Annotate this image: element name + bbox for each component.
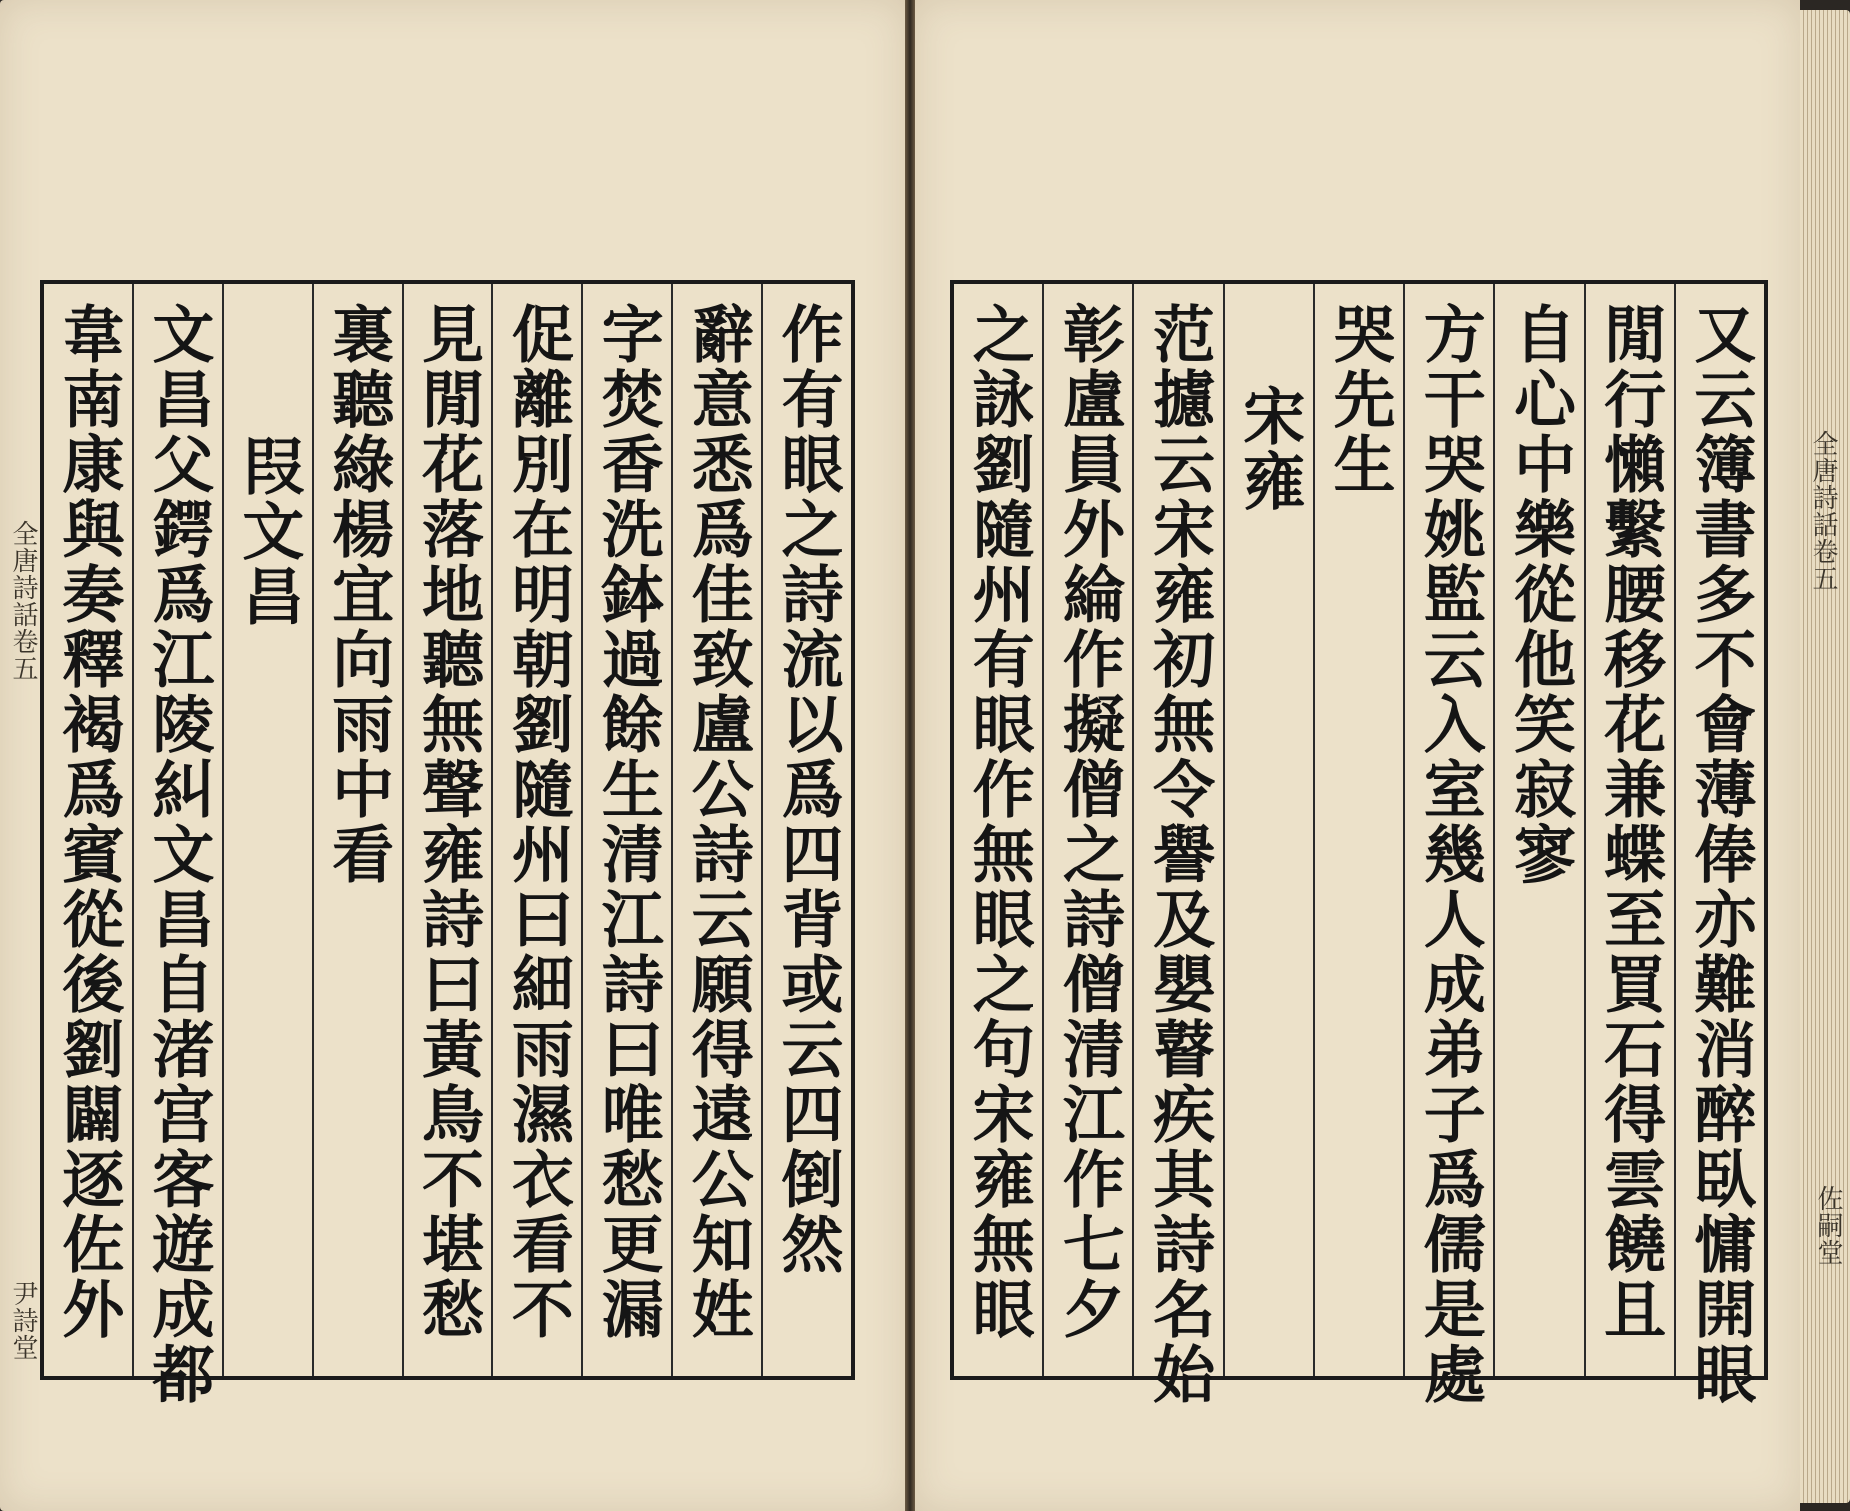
text-column <box>1223 284 1313 1376</box>
column-text: 作有眼之詩流以爲四背或云四倒然 <box>771 302 845 1277</box>
text-column <box>1313 284 1403 1376</box>
right-spine-foot: 佐嗣堂 <box>1813 1185 1843 1266</box>
right-page <box>915 0 1800 1511</box>
column-text: 又云簿書多不會薄俸亦難消醉臥慵開眼 <box>1683 302 1757 1407</box>
column-text: 閒行懶繫腰移花兼蝶至買石得雲饒且 <box>1593 302 1667 1342</box>
text-column <box>1584 284 1674 1376</box>
page-edges <box>1800 10 1850 1503</box>
text-column <box>1132 284 1222 1407</box>
text-column <box>44 284 132 1376</box>
column-text: 哭先生 <box>1323 302 1397 497</box>
right-text-frame <box>950 280 1768 1407</box>
column-text: 之詠劉隨州有眼作無眼之句宋雍無眼 <box>962 302 1036 1342</box>
text-column <box>954 284 1042 1376</box>
text-column <box>761 284 851 1376</box>
text-column <box>1403 284 1493 1407</box>
column-text: 韋南康與奏釋褐爲賓從後劉闢逐佐外 <box>51 302 125 1342</box>
column-text: 字焚香洗鉢過餘生清江詩曰唯愁更漏 <box>591 302 665 1342</box>
column-text: 彰盧員外綸作擬僧之詩僧清江作七夕 <box>1052 302 1126 1342</box>
left-text-frame <box>40 280 855 1407</box>
column-text: 宋雍 <box>1232 384 1306 514</box>
column-text: 見閒花落地聽無聲雍詩曰黃鳥不堪愁 <box>411 302 485 1342</box>
text-column <box>222 284 312 1376</box>
right-spine-title: 全唐詩話卷五 <box>1808 430 1838 592</box>
left-spine-foot: 尹詩堂 <box>8 1280 38 1361</box>
text-column <box>491 284 581 1376</box>
text-column <box>1674 284 1764 1407</box>
book-gutter <box>905 0 915 1511</box>
text-column <box>312 284 402 1376</box>
text-column <box>132 284 222 1407</box>
column-text: 文昌父鍔爲江陵糾文昌自渚宫客遊成都 <box>141 302 215 1407</box>
text-column <box>1042 284 1132 1376</box>
column-text: 范攄云宋雍初無令譽及嬰瞽疾其詩名始 <box>1142 302 1216 1407</box>
column-text: 方干哭姚監云入室幾人成弟子爲儒是處 <box>1413 302 1487 1407</box>
column-text: 裏聽綠楊宜向雨中看 <box>321 302 395 887</box>
left-columns <box>44 284 851 1407</box>
column-text: 自心中樂從他笑寂寥 <box>1503 302 1577 887</box>
column-text: 促離別在明朝劉隨州曰細雨濕衣看不 <box>501 302 575 1342</box>
column-text: 叚文昌 <box>231 434 305 629</box>
right-columns <box>954 284 1764 1407</box>
text-column <box>1493 284 1583 1376</box>
text-column <box>671 284 761 1376</box>
column-text: 辭意悉爲佳致盧公詩云願得遠公知姓 <box>681 302 755 1342</box>
left-spine-title: 全唐詩話卷五 <box>8 520 38 682</box>
text-column <box>581 284 671 1376</box>
text-column <box>402 284 492 1376</box>
left-page <box>0 0 905 1511</box>
